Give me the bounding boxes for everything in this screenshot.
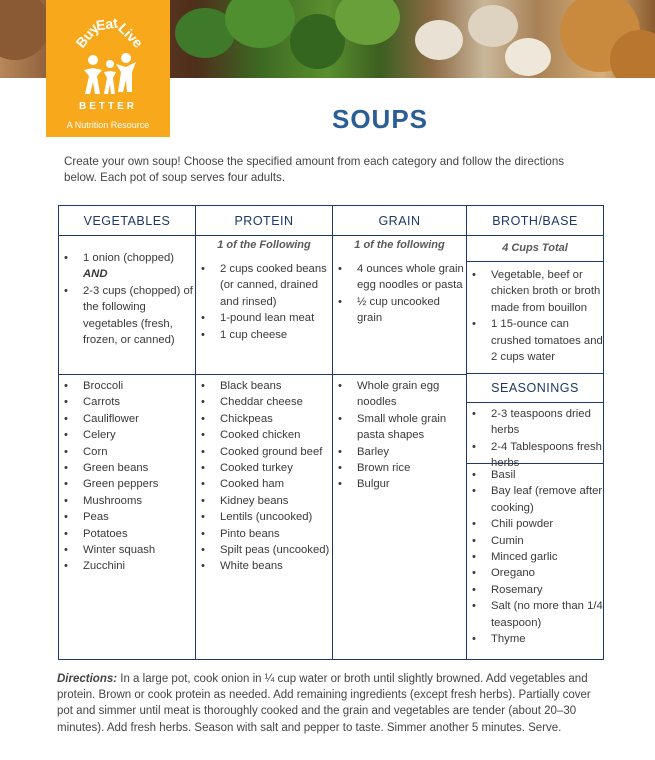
header-row [59,206,604,236]
list-item: • 4 ounces whole grain egg noodles or pasta [357,261,466,294]
list-item: • Cauliflower [83,411,195,427]
list-item: • Cooked ground beef [220,444,332,460]
list-item: • ½ cup uncooked grain [357,294,466,327]
list-item: • White beans [220,558,332,574]
broth-options [467,261,603,373]
list-item: • Zucchini [83,558,195,574]
list-item: • Spilt peas (uncooked) [220,542,332,558]
list-item: • Peas [83,509,195,525]
seasonings-amounts [467,403,603,470]
list-item: • Bulgur [357,476,466,492]
list-item: • 1-pound lean meat [220,310,332,326]
list-item: • Mushrooms [83,493,195,509]
broth-subheading: 4 Cups Total [502,242,568,254]
list-item: • 1 onion (chopped) AND [83,250,195,283]
grain-options-cell [333,375,467,660]
list-item: • 1 cup cheese [220,327,332,343]
amount-row [59,236,604,375]
grain-subheading: 1 of the following [354,239,445,251]
list-item: • Cheddar cheese [220,394,332,410]
list-item: • Black beans [220,378,332,394]
logo-word-live: Live [115,19,147,51]
header-vegetables: VEGETABLES [59,206,196,236]
list-item: • Broccoli [83,378,195,394]
buy-eat-live-better-logo [46,0,170,137]
header-broth: BROTH/BASE [467,206,604,236]
list-item: • Rosemary [491,582,603,598]
logo-word-buy: Buy [72,20,102,51]
protein-amount-cell [196,236,333,375]
logo-word-eat: Eat [95,14,120,34]
seasonings-heading: SEASONINGS [467,373,603,403]
list-item: • Vegetable, beef or chicken broth or broth made from bouillon [491,267,603,316]
directions-label: Directions: [57,673,118,685]
list-item: • Bay leaf (remove after cooking) [491,483,603,516]
list-item: • Chili powder [491,516,603,532]
protein-options-cell [196,375,333,660]
people-figures-icon [80,50,138,100]
soup-table [58,205,604,660]
protein-subheading: 1 of the Following [217,239,311,251]
directions-body: In a large pot, cook onion in ¼ cup water or broth until slightly browned. Add vegetables and protein. Brown or cook protein as needed. Add remaining ingredients (except fresh herbs). Partially cover pot and simmer until meat is thoroughly cooked and the grain and vegetables are tender (about 20–30 minutes). Add fresh herbs. Season with salt and pepper to taste. Simmer another 5 minutes. Serve. [57,673,591,734]
list-item: • Cumin [491,533,603,549]
grain-amount-cell [333,236,467,375]
header-grain: GRAIN [333,206,467,236]
list-item: • 2-3 cups (chopped) of the following vegetables (fresh, frozen, or canned) [83,283,195,349]
list-item: • Corn [83,444,195,460]
list-item: • Whole grain egg noodles [357,378,466,411]
list-item: • 2-4 Tablespoons fresh herbs [491,439,603,472]
intro-text: Create your own soup! Choose the specified amount from each category and follow the directions below. Each pot of soup serves four adults. [64,155,565,184]
list-item: • Small whole grain pasta shapes [357,411,466,444]
logo-better: BETTER [79,101,137,112]
list-item: • Brown rice [357,460,466,476]
veg-amount-cell [59,236,196,375]
list-item: • Celery [83,427,195,443]
list-item: • Chickpeas [220,411,332,427]
list-item: • 2 cups cooked beans (or canned, drained and rinsed) [220,261,332,310]
list-item: • Potatoes [83,526,195,542]
list-item: • 1 15-ounce can crushed tomatoes and 2 cups water [491,316,603,365]
broth-seasonings-cell [467,236,604,660]
list-item: • Oregano [491,565,603,581]
header-protein: PROTEIN [196,206,333,236]
list-item: • Green beans [83,460,195,476]
list-item: • Kidney beans [220,493,332,509]
logo-tagline [46,14,170,51]
list-item: • Thyme [491,631,603,647]
list-item: • 2-3 teaspoons dried herbs [491,406,603,439]
list-item: • Winter squash [83,542,195,558]
list-item: • Cooked ham [220,476,332,492]
list-item: • Salt (no more than 1/4 teaspoon) [491,598,603,631]
list-item: • Barley [357,444,466,460]
list-item: • Pinto beans [220,526,332,542]
list-item: • Cooked turkey [220,460,332,476]
directions-text [57,671,605,736]
list-item: • Green peppers [83,476,195,492]
list-item: • Carrots [83,394,195,410]
list-item: • Cooked chicken [220,427,332,443]
list-item: • Basil [491,467,603,483]
seasonings-list [467,464,603,647]
list-item: • Minced garlic [491,549,603,565]
logo-resource: A Nutrition Resource [66,120,150,130]
page-title: SOUPS [331,104,429,134]
veg-options-cell [59,375,196,660]
list-item: • Lentils (uncooked) [220,509,332,525]
